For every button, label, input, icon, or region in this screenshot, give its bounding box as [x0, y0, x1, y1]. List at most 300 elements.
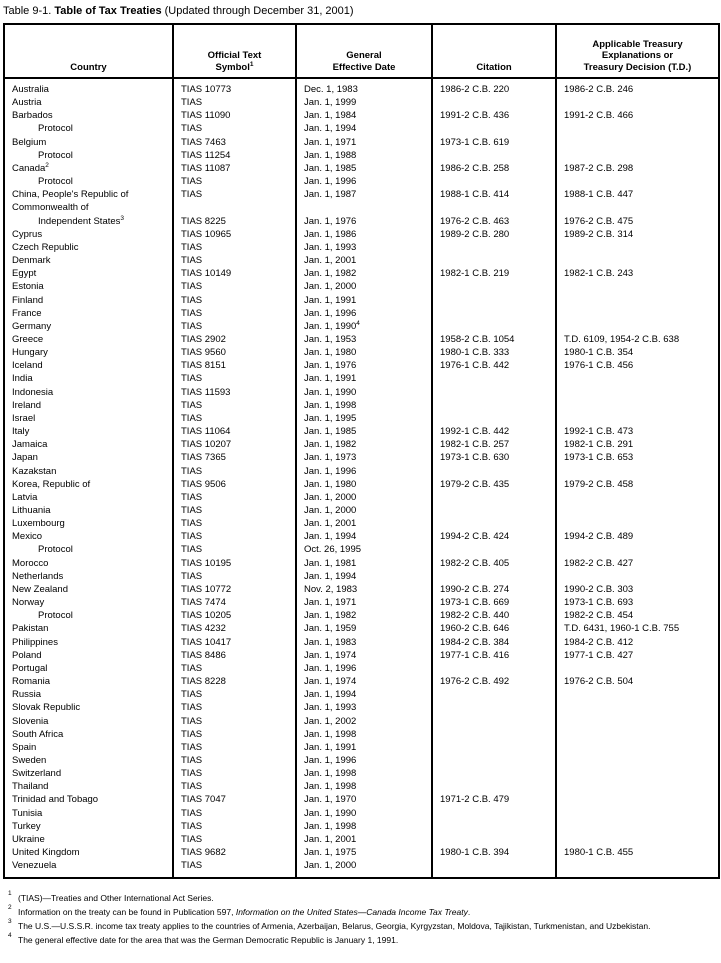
- symbol-cell: TIAS 10417: [173, 636, 296, 649]
- table-row: [4, 320, 719, 333]
- date-cell: Jan. 1, 1988: [296, 149, 432, 162]
- table-row: [4, 175, 719, 188]
- country-cell: Japan: [12, 452, 38, 464]
- country-cell: Estonia: [12, 281, 44, 293]
- date-cell: Jan. 1, 2000: [296, 504, 432, 517]
- treasury-cell: 1982-2 C.B. 454: [556, 609, 719, 622]
- date-cell: Jan. 1, 1996: [296, 754, 432, 767]
- country-cell: South Africa: [12, 728, 64, 740]
- date-cell: Jan. 1, 1991: [296, 372, 432, 385]
- country-cell: Latvia: [12, 491, 38, 503]
- country-cell: Philippines: [12, 636, 58, 648]
- treasury-cell: 1977-1 C.B. 427: [556, 649, 719, 662]
- title-main: Table of Tax Treaties: [54, 5, 162, 17]
- table-row: [4, 359, 719, 372]
- country-cell: Germany: [12, 320, 52, 332]
- treasury-cell: 1990-2 C.B. 303: [556, 583, 719, 596]
- tax-treaties-table: [3, 23, 720, 879]
- citation-cell: [432, 517, 556, 530]
- treasury-cell: [556, 543, 719, 556]
- citation-cell: [432, 175, 556, 188]
- country-cell: Israel: [12, 412, 36, 424]
- citation-cell: [432, 399, 556, 412]
- citation-cell: [432, 543, 556, 556]
- country-cell: Protocol: [38, 610, 73, 622]
- table-row: [4, 833, 719, 846]
- symbol-cell: TIAS 11087: [173, 162, 296, 175]
- treasury-cell: [556, 412, 719, 425]
- table-row: [4, 675, 719, 688]
- country-cell: Russia: [12, 689, 42, 701]
- symbol-cell: TIAS 9682: [173, 846, 296, 859]
- treasury-cell: 1984-2 C.B. 412: [556, 636, 719, 649]
- table-row: [4, 96, 719, 109]
- country-cell: Korea, Republic of: [12, 478, 91, 490]
- treasury-cell: 1994-2 C.B. 489: [556, 530, 719, 543]
- table-row: [4, 741, 719, 754]
- citation-cell: [432, 807, 556, 820]
- country-cell: Barbados: [12, 110, 53, 122]
- treasury-cell: [556, 741, 719, 754]
- table-row: [4, 649, 719, 662]
- treasury-cell: [556, 122, 719, 135]
- treasury-cell: [556, 294, 719, 307]
- symbol-cell: TIAS: [173, 491, 296, 504]
- treasury-cell: 1976-2 C.B. 504: [556, 675, 719, 688]
- treasury-cell: [556, 767, 719, 780]
- symbol-cell: TIAS 10205: [173, 609, 296, 622]
- citation-cell: [432, 307, 556, 320]
- symbol-cell: TIAS: [173, 859, 296, 878]
- date-cell: Jan. 1, 1970: [296, 793, 432, 806]
- table-row: [4, 636, 719, 649]
- date-cell: Jan. 1, 1994: [296, 570, 432, 583]
- citation-cell: 1994-2 C.B. 424: [432, 530, 556, 543]
- country-cell: Ireland: [12, 399, 42, 411]
- table-header: [4, 24, 719, 78]
- citation-cell: [432, 201, 556, 214]
- date-cell: Jan. 1, 1994: [296, 122, 432, 135]
- date-cell: Jan. 1, 1993: [296, 241, 432, 254]
- table-row: [4, 504, 719, 517]
- country-cell: India: [12, 373, 33, 385]
- col-header-treasury: Applicable Treasury Explanations or Treasury Decision (T.D.): [556, 24, 719, 78]
- citation-cell: [432, 96, 556, 109]
- country-cell: Slovenia: [12, 715, 49, 727]
- citation-cell: [432, 767, 556, 780]
- symbol-cell: TIAS 7047: [173, 793, 296, 806]
- citation-cell: 1973-1 C.B. 669: [432, 596, 556, 609]
- treasury-cell: [556, 728, 719, 741]
- symbol-cell: TIAS: [173, 465, 296, 478]
- country-cell: Morocco: [12, 557, 49, 569]
- treasury-cell: 1980-1 C.B. 455: [556, 846, 719, 859]
- date-cell: Jan. 1, 1976: [296, 359, 432, 372]
- col-header-symbol: Official Text Symbol$^1$: [173, 24, 296, 78]
- country-cell: Czech Republic: [12, 241, 79, 253]
- country-cell: Thailand: [12, 781, 49, 793]
- symbol-cell: TIAS 10207: [173, 438, 296, 451]
- date-cell: Jan. 1, 1986: [296, 228, 432, 241]
- symbol-cell: TIAS: [173, 320, 296, 333]
- table-row: [4, 557, 719, 570]
- symbol-cell: TIAS: [173, 688, 296, 701]
- table-row: [4, 215, 719, 228]
- citation-cell: [432, 386, 556, 399]
- treasury-cell: 1982-1 C.B. 291: [556, 438, 719, 451]
- col-header-date: General Effective Date: [296, 24, 432, 78]
- treasury-cell: 1976-2 C.B. 475: [556, 215, 719, 228]
- symbol-cell: TIAS 7463: [173, 136, 296, 149]
- country-cell: Protocol: [38, 149, 73, 161]
- table-row: [4, 241, 719, 254]
- footnote: 3 The U.S.—U.S.S.R. income tax treaty applies to the countries of Armenia, Azerbaijan, Belarus, Georgia, Kyrgyzstan, Moldova, Tajikistan, Turkmenistan, and Uzbekistan.: [8, 918, 651, 932]
- date-cell: Nov. 2, 1983: [296, 583, 432, 596]
- date-cell: Jan. 1, 1998: [296, 399, 432, 412]
- table-row: [4, 136, 719, 149]
- country-cell: Canada$^2$: [12, 161, 49, 174]
- date-cell: Jan. 1, 1981: [296, 557, 432, 570]
- country-cell: Tunisia: [12, 807, 43, 819]
- treasury-cell: [556, 254, 719, 267]
- treasury-cell: 1973-1 C.B. 693: [556, 596, 719, 609]
- date-cell: Dec. 1, 1983: [296, 78, 432, 96]
- date-cell: Jan. 1, 1984: [296, 109, 432, 122]
- treasury-cell: T.D. 6431, 1960-1 C.B. 755: [556, 622, 719, 635]
- table-row: [4, 254, 719, 267]
- citation-cell: 1958-2 C.B. 1054: [432, 333, 556, 346]
- country-cell: Spain: [12, 741, 37, 753]
- date-cell: Jan. 1, 1985: [296, 162, 432, 175]
- country-cell: Lithuania: [12, 505, 51, 516]
- footnotes: [3, 892, 718, 947]
- treasury-cell: 1979-2 C.B. 458: [556, 478, 719, 491]
- table-row: [4, 820, 719, 833]
- treasury-cell: [556, 688, 719, 701]
- citation-cell: [432, 688, 556, 701]
- citation-cell: 1980-1 C.B. 333: [432, 346, 556, 359]
- country-cell: New Zealand: [12, 583, 68, 595]
- treasury-cell: [556, 320, 719, 333]
- country-cell: Kazakstan: [12, 465, 57, 477]
- country-cell: Egypt: [12, 268, 37, 280]
- symbol-cell: TIAS 7474: [173, 596, 296, 609]
- citation-cell: 1982-2 C.B. 405: [432, 557, 556, 570]
- date-cell: Jan. 1, 1953: [296, 333, 432, 346]
- citation-cell: [432, 241, 556, 254]
- citation-cell: [432, 859, 556, 878]
- treasury-cell: [556, 491, 719, 504]
- treasury-cell: 1991-2 C.B. 466: [556, 109, 719, 122]
- page-title: [3, 4, 718, 19]
- treasury-cell: [556, 465, 719, 478]
- date-cell: Jan. 1, 1982: [296, 609, 432, 622]
- citation-cell: 1982-1 C.B. 219: [432, 267, 556, 280]
- date-cell: Jan. 1, 1985: [296, 425, 432, 438]
- treasury-cell: [556, 201, 719, 214]
- table-row: [4, 438, 719, 451]
- table-row: [4, 425, 719, 438]
- symbol-cell: TIAS 7365: [173, 451, 296, 464]
- treasury-cell: [556, 386, 719, 399]
- country-cell: Protocol: [38, 176, 73, 188]
- country-cell: Greece: [12, 333, 44, 345]
- table-row: [4, 701, 719, 714]
- treasury-cell: [556, 175, 719, 188]
- treasury-cell: 1986-2 C.B. 246: [556, 78, 719, 96]
- treasury-cell: [556, 241, 719, 254]
- date-cell: Jan. 1, 1976: [296, 215, 432, 228]
- table-row: [4, 228, 719, 241]
- table-row: [4, 846, 719, 859]
- treasury-cell: [556, 833, 719, 846]
- footnote: 4 The general effective date for the area that was the German Democratic Republic is January 1, 1991.: [8, 932, 399, 946]
- country-cell: Norway: [12, 597, 45, 609]
- symbol-cell: TIAS: [173, 807, 296, 820]
- date-cell: Jan. 1, 1996: [296, 465, 432, 478]
- treasury-cell: T.D. 6109, 1954-2 C.B. 638: [556, 333, 719, 346]
- table-row: [4, 583, 719, 596]
- footnote-text: The U.S.—U.S.S.R. income tax treaty applies to the countries of Armenia, Azerbaijan, Belarus, Georgia, Kyrgyzstan, Moldova, Tajikistan, Turkmenistan, and Uzbekistan.: [18, 921, 651, 932]
- symbol-cell: TIAS 10772: [173, 583, 296, 596]
- symbol-cell: TIAS 4232: [173, 622, 296, 635]
- table-row: [4, 386, 719, 399]
- symbol-cell: TIAS: [173, 701, 296, 714]
- table-row: [4, 662, 719, 675]
- citation-cell: 1973-1 C.B. 619: [432, 136, 556, 149]
- symbol-cell: TIAS 8225: [173, 215, 296, 228]
- date-cell: Jan. 1, 1998: [296, 728, 432, 741]
- symbol-cell: TIAS: [173, 254, 296, 267]
- country-cell: Slovak Republic: [12, 702, 81, 714]
- treasury-cell: 1973-1 C.B. 653: [556, 451, 719, 464]
- table-row: [4, 201, 719, 214]
- treasury-cell: [556, 754, 719, 767]
- treasury-cell: [556, 662, 719, 675]
- citation-cell: [432, 412, 556, 425]
- citation-cell: [432, 320, 556, 333]
- table-row: [4, 307, 719, 320]
- country-cell: Independent States$^3$: [38, 214, 125, 227]
- symbol-cell: TIAS: [173, 399, 296, 412]
- date-cell: Jan. 1, 1990: [296, 807, 432, 820]
- country-cell: Belgium: [12, 136, 47, 148]
- citation-cell: 1986-2 C.B. 258: [432, 162, 556, 175]
- date-cell: Jan. 1, 1974: [296, 675, 432, 688]
- country-cell: Netherlands: [12, 570, 64, 582]
- table-row: [4, 530, 719, 543]
- country-cell: Protocol: [38, 123, 73, 135]
- date-cell: Jan. 1, 1996: [296, 662, 432, 675]
- citation-cell: 1976-1 C.B. 442: [432, 359, 556, 372]
- title-suffix: (Updated through December 31, 2001): [161, 5, 354, 17]
- table-row: [4, 372, 719, 385]
- symbol-cell: TIAS: [173, 280, 296, 293]
- citation-cell: [432, 570, 556, 583]
- table-row: [4, 333, 719, 346]
- country-cell: Commonwealth of: [12, 202, 89, 214]
- country-cell: Finland: [12, 294, 44, 306]
- citation-cell: [432, 280, 556, 293]
- date-cell: Jan. 1, 1971: [296, 136, 432, 149]
- citation-cell: [432, 728, 556, 741]
- date-cell: Jan. 1, 1990$^4$: [296, 320, 432, 333]
- header-row: [4, 24, 719, 78]
- treasury-cell: [556, 780, 719, 793]
- citation-cell: 1982-1 C.B. 257: [432, 438, 556, 451]
- citation-cell: 1982-2 C.B. 440: [432, 609, 556, 622]
- table-row: [4, 859, 719, 878]
- citation-cell: [432, 754, 556, 767]
- date-cell: Jan. 1, 1998: [296, 767, 432, 780]
- citation-cell: [432, 504, 556, 517]
- table-row: [4, 346, 719, 359]
- symbol-cell: [173, 201, 296, 214]
- citation-cell: 1992-1 C.B. 442: [432, 425, 556, 438]
- citation-cell: 1977-1 C.B. 416: [432, 649, 556, 662]
- country-cell: Romania: [12, 676, 51, 688]
- treasury-cell: [556, 715, 719, 728]
- treasury-cell: [556, 793, 719, 806]
- citation-cell: [432, 820, 556, 833]
- symbol-cell: TIAS 10965: [173, 228, 296, 241]
- citation-cell: 1980-1 C.B. 394: [432, 846, 556, 859]
- date-cell: Jan. 1, 1993: [296, 701, 432, 714]
- date-cell: Oct. 26, 1995: [296, 543, 432, 556]
- symbol-cell: TIAS: [173, 188, 296, 201]
- table-row: [4, 465, 719, 478]
- treasury-cell: [556, 504, 719, 517]
- symbol-cell: TIAS: [173, 412, 296, 425]
- citation-cell: [432, 701, 556, 714]
- symbol-cell: TIAS: [173, 728, 296, 741]
- symbol-cell: TIAS 8486: [173, 649, 296, 662]
- symbol-cell: TIAS: [173, 543, 296, 556]
- date-cell: Jan. 1, 1983: [296, 636, 432, 649]
- symbol-cell: TIAS 2902: [173, 333, 296, 346]
- treasury-cell: 1982-2 C.B. 427: [556, 557, 719, 570]
- table-row: [4, 754, 719, 767]
- citation-cell: [432, 149, 556, 162]
- treasury-cell: [556, 807, 719, 820]
- table-row: [4, 122, 719, 135]
- treasury-cell: [556, 570, 719, 583]
- table-row: [4, 517, 719, 530]
- date-cell: Jan. 1, 1980: [296, 346, 432, 359]
- country-cell: Austria: [12, 97, 42, 109]
- country-cell: Jamaica: [12, 439, 48, 451]
- treasury-cell: [556, 399, 719, 412]
- date-cell: Jan. 1, 1991: [296, 294, 432, 307]
- country-cell: Mexico: [12, 531, 43, 543]
- date-cell: [296, 201, 432, 214]
- treasury-cell: [556, 280, 719, 293]
- col-header-country: Country: [4, 24, 173, 78]
- footnote-text: (TIAS)—Treaties and Other International Act Series.: [18, 893, 214, 904]
- country-cell: Venezuela: [12, 860, 57, 872]
- symbol-cell: TIAS 11090: [173, 109, 296, 122]
- country-cell: Australia: [12, 84, 49, 95]
- date-cell: Jan. 1, 2001: [296, 833, 432, 846]
- citation-cell: 1960-2 C.B. 646: [432, 622, 556, 635]
- symbol-cell: TIAS: [173, 517, 296, 530]
- symbol-cell: TIAS 11593: [173, 386, 296, 399]
- country-cell: Italy: [12, 426, 30, 438]
- citation-cell: 1991-2 C.B. 436: [432, 109, 556, 122]
- table-row: [4, 149, 719, 162]
- symbol-cell: TIAS 10149: [173, 267, 296, 280]
- country-cell: Poland: [12, 649, 42, 661]
- treasury-cell: 1980-1 C.B. 354: [556, 346, 719, 359]
- country-cell: Cyprus: [12, 228, 43, 240]
- table-row: [4, 280, 719, 293]
- date-cell: Jan. 1, 1996: [296, 307, 432, 320]
- footnote-text: Information on the United States—Canada Income Tax Treaty: [235, 907, 468, 918]
- citation-cell: 1976-2 C.B. 463: [432, 215, 556, 228]
- title-prefix: Table 9-1.: [3, 5, 55, 17]
- citation-cell: [432, 833, 556, 846]
- citation-cell: [432, 294, 556, 307]
- symbol-cell: TIAS 9506: [173, 478, 296, 491]
- treaty-table-body: [4, 78, 719, 878]
- table-row: [4, 728, 719, 741]
- symbol-cell: TIAS: [173, 662, 296, 675]
- table-row: [4, 188, 719, 201]
- date-cell: Jan. 1, 2001: [296, 517, 432, 530]
- citation-cell: 1973-1 C.B. 630: [432, 451, 556, 464]
- country-cell: Indonesia: [12, 386, 54, 398]
- treasury-cell: [556, 820, 719, 833]
- table-row: [4, 570, 719, 583]
- table-row: [4, 451, 719, 464]
- symbol-cell: TIAS: [173, 833, 296, 846]
- citation-cell: [432, 372, 556, 385]
- table-row: [4, 78, 719, 96]
- table-row: [4, 807, 719, 820]
- citation-cell: 1971-2 C.B. 479: [432, 793, 556, 806]
- treasury-cell: [556, 372, 719, 385]
- table-row: [4, 793, 719, 806]
- date-cell: Jan. 1, 2000: [296, 491, 432, 504]
- treasury-cell: 1988-1 C.B. 447: [556, 188, 719, 201]
- country-cell: Hungary: [12, 347, 48, 359]
- citation-cell: 1986-2 C.B. 220: [432, 78, 556, 96]
- footnote-text: The general effective date for the area that was the German Democratic Republic is January 1, 1991.: [18, 935, 399, 946]
- symbol-cell: TIAS 11254: [173, 149, 296, 162]
- date-cell: Jan. 1, 2000: [296, 280, 432, 293]
- symbol-cell: TIAS 9560: [173, 346, 296, 359]
- treasury-cell: [556, 701, 719, 714]
- col-header-citation: Citation: [432, 24, 556, 78]
- symbol-cell: TIAS: [173, 504, 296, 517]
- citation-cell: [432, 662, 556, 675]
- table-row: [4, 109, 719, 122]
- date-cell: Jan. 1, 1998: [296, 780, 432, 793]
- footnote: 2 Information on the treaty can be found in Publication 597, Information on the United States—Canada Income Tax Treaty.: [8, 904, 471, 918]
- symbol-cell: TIAS 11064: [173, 425, 296, 438]
- table-row: [4, 162, 719, 175]
- table-row: [4, 715, 719, 728]
- treasury-cell: [556, 307, 719, 320]
- date-cell: Jan. 1, 1998: [296, 820, 432, 833]
- treasury-cell: 1976-1 C.B. 456: [556, 359, 719, 372]
- symbol-cell: TIAS: [173, 307, 296, 320]
- country-cell: France: [12, 307, 42, 319]
- citation-cell: 1976-2 C.B. 492: [432, 675, 556, 688]
- date-cell: Jan. 1, 1990: [296, 386, 432, 399]
- date-cell: Jan. 1, 1971: [296, 596, 432, 609]
- treasury-cell: [556, 859, 719, 878]
